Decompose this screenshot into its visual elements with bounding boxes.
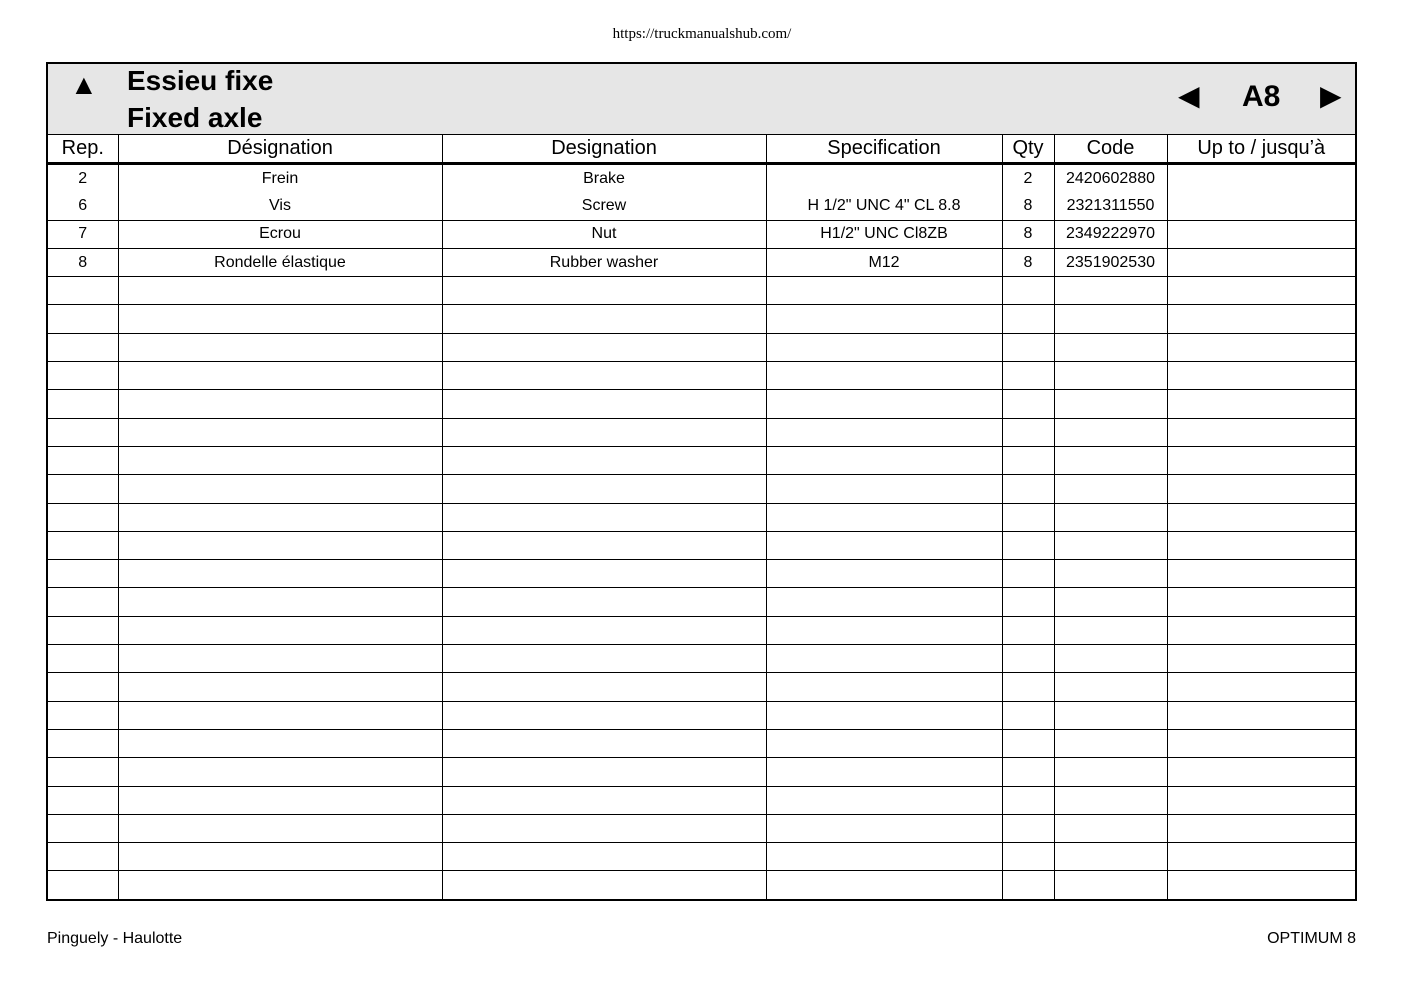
cell-rep bbox=[48, 871, 118, 899]
cell-rep bbox=[48, 446, 118, 474]
cell-specification bbox=[766, 418, 1002, 446]
footer-company: Pinguely - Haulotte bbox=[47, 930, 183, 947]
cell-qty bbox=[1002, 503, 1054, 531]
page-code: A8 bbox=[1242, 80, 1281, 113]
cell-code bbox=[1054, 362, 1167, 390]
cell-designation-fr bbox=[118, 814, 442, 842]
cell-rep bbox=[48, 390, 118, 418]
cell-code bbox=[1054, 871, 1167, 899]
cell-rep: 2 bbox=[48, 164, 118, 193]
source-url[interactable]: https://truckmanualshub.com/ bbox=[612, 26, 792, 42]
cell-designation-en bbox=[442, 277, 766, 305]
cell-designation-fr bbox=[118, 786, 442, 814]
empty-table-row bbox=[48, 588, 1355, 616]
cell-specification: M12 bbox=[766, 248, 1002, 276]
empty-table-row bbox=[48, 673, 1355, 701]
cell-rep bbox=[48, 814, 118, 842]
cell-designation-fr bbox=[118, 758, 442, 786]
empty-table-row bbox=[48, 531, 1355, 559]
cell-code bbox=[1054, 531, 1167, 559]
column-header-qty: Qty bbox=[1002, 135, 1054, 164]
cell-designation-en bbox=[442, 305, 766, 333]
cell-designation-fr: Rondelle élastique bbox=[118, 248, 442, 276]
cell-specification bbox=[766, 446, 1002, 474]
cell-designation-en bbox=[442, 758, 766, 786]
cell-up-to bbox=[1167, 701, 1355, 729]
cell-qty bbox=[1002, 277, 1054, 305]
cell-code bbox=[1054, 305, 1167, 333]
empty-table-row bbox=[48, 843, 1355, 871]
cell-code: 2351902530 bbox=[1054, 248, 1167, 276]
table-row bbox=[48, 248, 1355, 276]
empty-table-row bbox=[48, 333, 1355, 361]
cell-rep bbox=[48, 277, 118, 305]
cell-code bbox=[1054, 786, 1167, 814]
cell-specification bbox=[766, 164, 1002, 193]
cell-up-to bbox=[1167, 616, 1355, 644]
cell-up-to bbox=[1167, 220, 1355, 248]
cell-specification: H1/2" UNC Cl8ZB bbox=[766, 220, 1002, 248]
cell-code bbox=[1054, 758, 1167, 786]
cell-specification bbox=[766, 333, 1002, 361]
cell-up-to bbox=[1167, 475, 1355, 503]
cell-rep bbox=[48, 588, 118, 616]
cell-up-to bbox=[1167, 758, 1355, 786]
cell-qty bbox=[1002, 786, 1054, 814]
cell-up-to bbox=[1167, 418, 1355, 446]
cell-rep bbox=[48, 503, 118, 531]
cell-code bbox=[1054, 729, 1167, 757]
cell-rep bbox=[48, 786, 118, 814]
cell-specification bbox=[766, 814, 1002, 842]
cell-rep bbox=[48, 843, 118, 871]
cell-code bbox=[1054, 277, 1167, 305]
cell-specification bbox=[766, 758, 1002, 786]
cell-designation-en bbox=[442, 475, 766, 503]
cell-up-to bbox=[1167, 192, 1355, 220]
cell-qty bbox=[1002, 305, 1054, 333]
cell-specification bbox=[766, 673, 1002, 701]
cell-code: 2420602880 bbox=[1054, 164, 1167, 193]
empty-table-row bbox=[48, 758, 1355, 786]
cell-designation-en bbox=[442, 362, 766, 390]
cell-code bbox=[1054, 645, 1167, 673]
cell-code bbox=[1054, 843, 1167, 871]
cell-qty bbox=[1002, 814, 1054, 842]
cell-designation-fr bbox=[118, 673, 442, 701]
cell-rep bbox=[48, 475, 118, 503]
cell-qty bbox=[1002, 758, 1054, 786]
cell-designation-en bbox=[442, 814, 766, 842]
cell-designation-en bbox=[442, 673, 766, 701]
cell-designation-en bbox=[442, 786, 766, 814]
cell-up-to bbox=[1167, 164, 1355, 193]
empty-table-row bbox=[48, 418, 1355, 446]
cell-qty bbox=[1002, 673, 1054, 701]
cell-designation-en bbox=[442, 645, 766, 673]
cell-designation-en: Nut bbox=[442, 220, 766, 248]
cell-qty bbox=[1002, 475, 1054, 503]
cell-designation-en bbox=[442, 701, 766, 729]
cell-rep bbox=[48, 560, 118, 588]
next-page-arrow-icon[interactable]: ▶ bbox=[1320, 80, 1342, 111]
cell-specification bbox=[766, 843, 1002, 871]
cell-rep bbox=[48, 333, 118, 361]
cell-up-to bbox=[1167, 277, 1355, 305]
cell-designation-en bbox=[442, 531, 766, 559]
cell-rep bbox=[48, 616, 118, 644]
cell-designation-fr bbox=[118, 588, 442, 616]
cell-specification bbox=[766, 475, 1002, 503]
cell-rep bbox=[48, 673, 118, 701]
cell-rep: 8 bbox=[48, 248, 118, 276]
cell-specification bbox=[766, 503, 1002, 531]
empty-table-row bbox=[48, 390, 1355, 418]
cell-code bbox=[1054, 475, 1167, 503]
cell-designation-fr: Frein bbox=[118, 164, 442, 193]
cell-specification bbox=[766, 588, 1002, 616]
cell-up-to bbox=[1167, 390, 1355, 418]
cell-specification bbox=[766, 362, 1002, 390]
cell-designation-fr bbox=[118, 362, 442, 390]
cell-specification bbox=[766, 871, 1002, 899]
cell-specification bbox=[766, 305, 1002, 333]
cell-code bbox=[1054, 814, 1167, 842]
cell-rep bbox=[48, 729, 118, 757]
cell-designation-en bbox=[442, 446, 766, 474]
cell-qty bbox=[1002, 362, 1054, 390]
cell-qty bbox=[1002, 446, 1054, 474]
cell-designation-en bbox=[442, 418, 766, 446]
cell-designation-en bbox=[442, 333, 766, 361]
column-header-up-to: Up to / jusqu’à bbox=[1167, 135, 1355, 164]
sheet-header bbox=[48, 64, 1355, 135]
cell-qty bbox=[1002, 616, 1054, 644]
cell-code bbox=[1054, 390, 1167, 418]
cell-code bbox=[1054, 446, 1167, 474]
table-row bbox=[48, 220, 1355, 248]
cell-specification bbox=[766, 560, 1002, 588]
cell-designation-fr bbox=[118, 843, 442, 871]
cell-qty: 8 bbox=[1002, 248, 1054, 276]
title-french: Essieu fixe bbox=[127, 65, 274, 96]
cell-code bbox=[1054, 560, 1167, 588]
cell-designation-en bbox=[442, 843, 766, 871]
cell-designation-en bbox=[442, 588, 766, 616]
cell-up-to bbox=[1167, 248, 1355, 276]
cell-up-to bbox=[1167, 843, 1355, 871]
cell-rep bbox=[48, 305, 118, 333]
cell-qty bbox=[1002, 701, 1054, 729]
cell-specification bbox=[766, 729, 1002, 757]
column-header-specification: Specification bbox=[766, 135, 1002, 164]
empty-table-row bbox=[48, 475, 1355, 503]
cell-up-to bbox=[1167, 503, 1355, 531]
cell-rep bbox=[48, 362, 118, 390]
cell-designation-en: Rubber washer bbox=[442, 248, 766, 276]
cell-designation-fr bbox=[118, 560, 442, 588]
title-english: Fixed axle bbox=[127, 102, 263, 133]
cell-designation-en bbox=[442, 729, 766, 757]
cell-designation-fr bbox=[118, 503, 442, 531]
cell-designation-fr bbox=[118, 446, 442, 474]
cell-designation-en bbox=[442, 390, 766, 418]
cell-qty: 8 bbox=[1002, 192, 1054, 220]
cell-up-to bbox=[1167, 446, 1355, 474]
empty-table-row bbox=[48, 786, 1355, 814]
empty-table-row bbox=[48, 645, 1355, 673]
cell-code bbox=[1054, 503, 1167, 531]
cell-rep: 7 bbox=[48, 220, 118, 248]
empty-table-row bbox=[48, 616, 1355, 644]
cell-qty bbox=[1002, 871, 1054, 899]
cell-designation-fr bbox=[118, 305, 442, 333]
empty-table-row bbox=[48, 729, 1355, 757]
cell-designation-fr bbox=[118, 475, 442, 503]
empty-table-row bbox=[48, 277, 1355, 305]
cell-rep: 6 bbox=[48, 192, 118, 220]
table-header-row bbox=[48, 135, 1355, 164]
cell-up-to bbox=[1167, 786, 1355, 814]
table-row bbox=[48, 192, 1355, 220]
cell-qty: 8 bbox=[1002, 220, 1054, 248]
cell-qty bbox=[1002, 729, 1054, 757]
cell-qty bbox=[1002, 645, 1054, 673]
cell-qty bbox=[1002, 418, 1054, 446]
cell-designation-fr bbox=[118, 418, 442, 446]
cell-specification bbox=[766, 390, 1002, 418]
column-header-designation-fr: Désignation bbox=[118, 135, 442, 164]
empty-table-row bbox=[48, 814, 1355, 842]
cell-designation-fr bbox=[118, 871, 442, 899]
column-header-code: Code bbox=[1054, 135, 1167, 164]
cell-qty bbox=[1002, 588, 1054, 616]
cell-up-to bbox=[1167, 560, 1355, 588]
cell-code bbox=[1054, 673, 1167, 701]
cell-designation-fr bbox=[118, 616, 442, 644]
cell-specification bbox=[766, 701, 1002, 729]
cell-designation-fr bbox=[118, 531, 442, 559]
cell-designation-en bbox=[442, 616, 766, 644]
cell-up-to bbox=[1167, 729, 1355, 757]
cell-up-to bbox=[1167, 814, 1355, 842]
cell-designation-fr: Ecrou bbox=[118, 220, 442, 248]
cell-qty bbox=[1002, 390, 1054, 418]
cell-specification: H 1/2" UNC 4" CL 8.8 bbox=[766, 192, 1002, 220]
cell-rep bbox=[48, 758, 118, 786]
cell-qty bbox=[1002, 560, 1054, 588]
cell-code: 2321311550 bbox=[1054, 192, 1167, 220]
cell-qty bbox=[1002, 531, 1054, 559]
parts-sheet bbox=[46, 62, 1357, 901]
empty-table-row bbox=[48, 503, 1355, 531]
cell-designation-en: Screw bbox=[442, 192, 766, 220]
empty-table-row bbox=[48, 701, 1355, 729]
cell-designation-fr: Vis bbox=[118, 192, 442, 220]
cell-up-to bbox=[1167, 588, 1355, 616]
cell-up-to bbox=[1167, 305, 1355, 333]
cell-code bbox=[1054, 616, 1167, 644]
cell-rep bbox=[48, 531, 118, 559]
cell-designation-en bbox=[442, 871, 766, 899]
cell-designation-fr bbox=[118, 701, 442, 729]
empty-table-row bbox=[48, 560, 1355, 588]
cell-up-to bbox=[1167, 333, 1355, 361]
up-arrow-icon[interactable]: ▲ bbox=[70, 69, 98, 100]
cell-designation-en bbox=[442, 560, 766, 588]
table-row bbox=[48, 164, 1355, 193]
empty-table-row bbox=[48, 305, 1355, 333]
cell-up-to bbox=[1167, 645, 1355, 673]
parts-table bbox=[48, 135, 1355, 899]
cell-designation-fr bbox=[118, 390, 442, 418]
cell-designation-en bbox=[442, 503, 766, 531]
cell-up-to bbox=[1167, 362, 1355, 390]
cell-designation-fr bbox=[118, 729, 442, 757]
cell-code bbox=[1054, 701, 1167, 729]
empty-table-row bbox=[48, 362, 1355, 390]
column-header-designation-en: Designation bbox=[442, 135, 766, 164]
cell-code bbox=[1054, 333, 1167, 361]
cell-specification bbox=[766, 786, 1002, 814]
cell-qty: 2 bbox=[1002, 164, 1054, 193]
cell-designation-fr bbox=[118, 277, 442, 305]
cell-rep bbox=[48, 645, 118, 673]
cell-up-to bbox=[1167, 871, 1355, 899]
cell-qty bbox=[1002, 333, 1054, 361]
cell-code: 2349222970 bbox=[1054, 220, 1167, 248]
cell-specification bbox=[766, 531, 1002, 559]
cell-designation-fr bbox=[118, 333, 442, 361]
previous-page-arrow-icon[interactable]: ◀ bbox=[1178, 80, 1200, 111]
cell-up-to bbox=[1167, 531, 1355, 559]
footer-model: OPTIMUM 8 bbox=[1267, 930, 1356, 947]
cell-code bbox=[1054, 588, 1167, 616]
empty-table-row bbox=[48, 871, 1355, 899]
empty-table-row bbox=[48, 446, 1355, 474]
cell-specification bbox=[766, 616, 1002, 644]
cell-rep bbox=[48, 418, 118, 446]
cell-designation-en: Brake bbox=[442, 164, 766, 193]
cell-qty bbox=[1002, 843, 1054, 871]
cell-specification bbox=[766, 277, 1002, 305]
cell-rep bbox=[48, 701, 118, 729]
cell-specification bbox=[766, 645, 1002, 673]
cell-up-to bbox=[1167, 673, 1355, 701]
cell-code bbox=[1054, 418, 1167, 446]
column-header-rep: Rep. bbox=[48, 135, 118, 164]
cell-designation-fr bbox=[118, 645, 442, 673]
